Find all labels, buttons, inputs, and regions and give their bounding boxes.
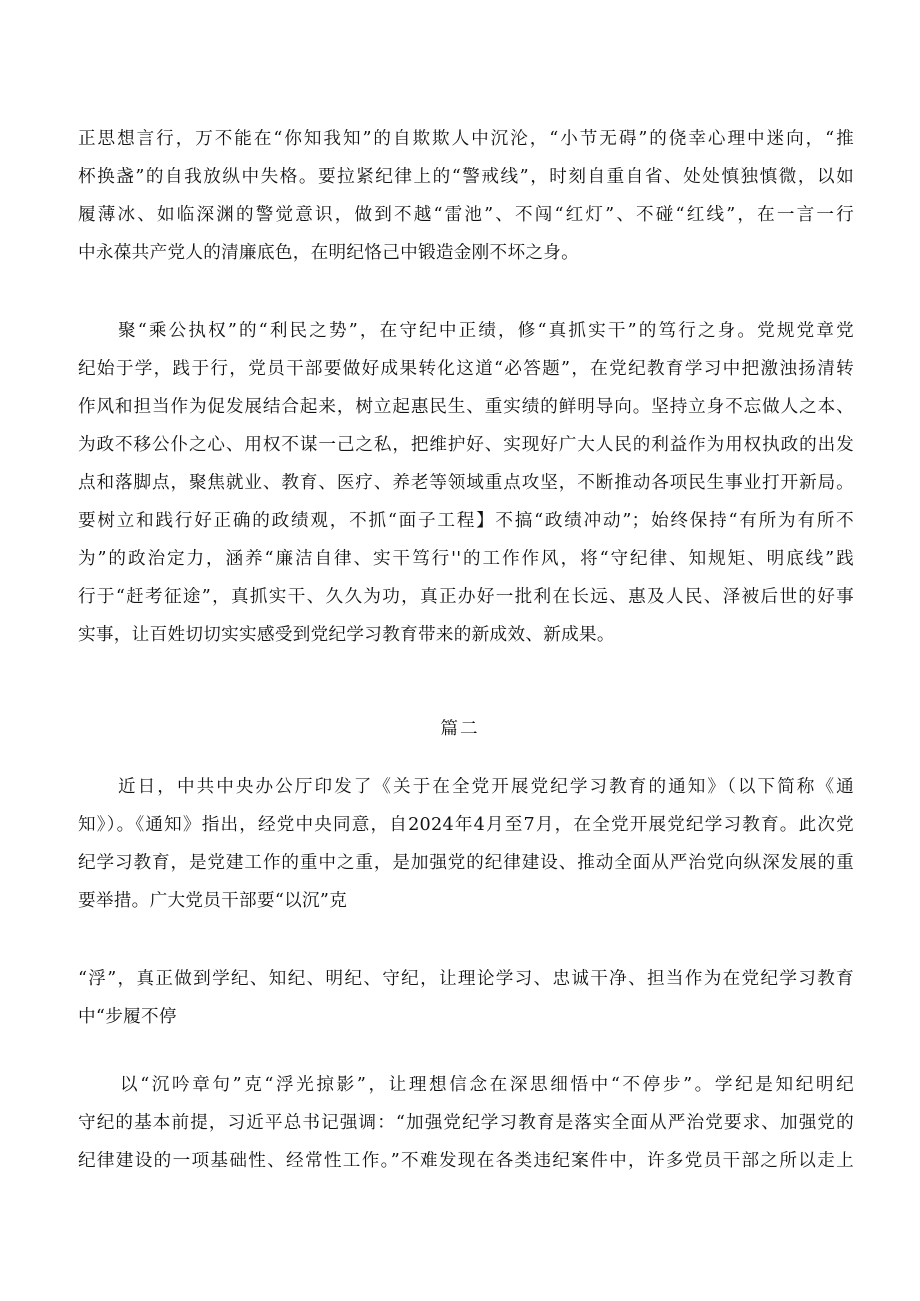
paragraph-1: [78, 120, 854, 272]
text-line: 行于“赶考征途”，真抓实干、久久为功，真正办好一批利在长远、惠及人民、泽被后世的好事: [78, 587, 854, 607]
text-line: 纪学习教育，是党建工作的重中之重，是加强党的纪律建设、推动全面从严治党向纵深发展的重: [78, 853, 854, 873]
text-line: 实事，让百姓切切实实感受到党纪学习教育带来的新成效、新成果。: [78, 625, 615, 645]
text-line: 纪律建设的一项基础性、经常性工作。”不难发现在各类违纪案件中，许多党员干部之所以走上: [78, 1151, 854, 1171]
text-line: 为政不移公仆之心、用权不谋一己之私，把维护好、实现好广大人民的利益作为用权执政的出发: [78, 435, 854, 455]
text-line: 中“步履不停: [78, 1007, 177, 1027]
paragraph-2: [78, 312, 854, 654]
text-line: 点和落脚点，聚焦就业、教育、医疗、养老等领域重点攻坚，不断推动各项民生事业打开新局。: [78, 473, 854, 493]
paragraph-4: [78, 960, 854, 1036]
text-line: 要树立和践行好正确的政绩观，不抓“面子工程】不搞“政绩冲动”；始终保持“有所为有所不: [78, 511, 854, 531]
section-heading: 篇二: [440, 719, 480, 739]
text-line: 履薄冰、如临深渊的警觉意识，做到不越“雷池”、不闯“红灯”、不碰“红线”，在一言一行: [78, 205, 854, 225]
text-line: 中永葆共产党人的清廉底色，在明纪恪己中锻造金刚不坏之身。: [78, 243, 580, 263]
paragraph-5: [78, 1066, 854, 1180]
text-line: 知》）。《通知》指出，经党中央同意，自2024年4月至7月，在全党开展党纪学习教育。此次党: [78, 815, 854, 835]
text-line: 近日，中共中央办公厅印发了《关于在全党开展党纪学习教育的通知》（以下简称《通: [118, 777, 854, 797]
text-line: 纪始于学，践于行，党员干部要做好成果转化这道“必答题”，在党纪教育学习中把激浊扬清转: [78, 359, 854, 379]
text-line: 要举措。广大党员干部要“以沉”克: [78, 891, 348, 911]
text-line: 作风和担当作为促发展结合起来，树立起惠民生、重实绩的鲜明导向。坚持立身不忘做人之本、: [78, 397, 854, 417]
text-line: 杯换盏”的自我放纵中失格。要拉紧纪律上的“警戒线”，时刻自重自省、处处慎独慎微，以如: [78, 167, 854, 187]
text-line: 聚“乘公执权”的“利民之势”，在守纪中正绩，修“真抓实干”的笃行之身。党规党章党: [118, 321, 854, 341]
text-line: 守纪的基本前提，习近平总书记强调：“加强党纪学习教育是落实全面从严治党要求、加强党的: [78, 1113, 854, 1133]
text-line: “浮”，真正做到学纪、知纪、明纪、守纪，让理论学习、忠诚干净、担当作为在党纪学习教育: [78, 969, 854, 989]
text-line: 正思想言行，万不能在“你知我知”的自欺欺人中沉沦，“小节无碍”的侥幸心理中迷向，“推: [78, 129, 854, 149]
text-line: 以“沉吟章句”克“浮光掠影”，让理想信念在深思细悟中“不停步”。学纪是知纪明纪: [120, 1075, 854, 1095]
text-line: 为”的政治定力，涵养“廉洁自律、实干笃行''的工作作风，将“守纪律、知规矩、明底线”践: [78, 549, 854, 569]
paragraph-3: [78, 768, 854, 920]
